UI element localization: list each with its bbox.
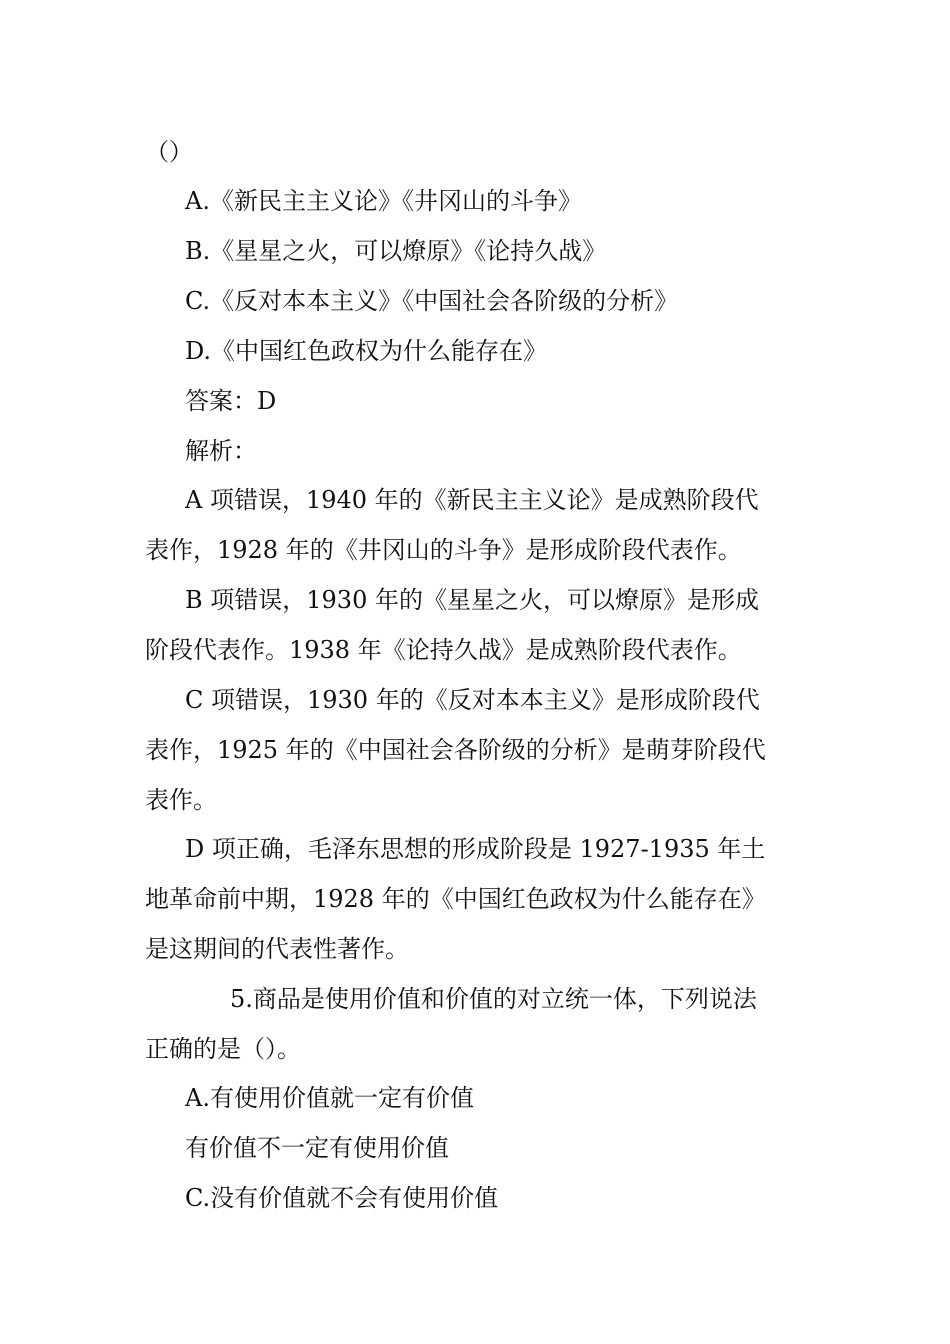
q5-option-a: A.有使用价值就一定有价值 (185, 1084, 474, 1112)
q5-stem-line-1: 5.商品是使用价值和价值的对立统一体，下列说法 (230, 985, 757, 1013)
q5-option-b: 有价值不一定有使用价值 (185, 1134, 449, 1162)
q4-option-c: C.《反对本本主义》《中国社会各阶级的分析》 (185, 287, 679, 315)
analysis-a-line-1: A 项错误，1940 年的《新民主主义论》是成熟阶段代 (185, 486, 759, 514)
analysis-d-line-1: D 项正确，毛泽东思想的形成阶段是 1927-1935 年土 (185, 835, 766, 863)
analysis-c-line-3: 表作。 (145, 786, 217, 814)
analysis-c-line-1: C 项错误，1930 年的《反对本本主义》是形成阶段代 (185, 686, 760, 714)
analysis-a-line-2: 表作，1928 年的《井冈山的斗争》是形成阶段代表作。 (145, 536, 742, 564)
q5-option-c: C.没有价值就不会有使用价值 (185, 1184, 499, 1212)
analysis-d-line-3: 是这期间的代表性著作。 (145, 935, 409, 963)
q4-answer: 答案：D (185, 387, 277, 415)
q4-option-a: A.《新民主主义论》《井冈山的斗争》 (185, 187, 582, 215)
analysis-d-line-2: 地革命前中期，1928 年的《中国红色政权为什么能存在》 (145, 885, 766, 913)
q4-stem-tail: （） (145, 138, 193, 166)
q4-option-b: B.《星星之火，可以燎原》《论持久战》 (185, 237, 607, 265)
analysis-b-line-1: B 项错误，1930 年的《星星之火，可以燎原》是形成 (185, 586, 759, 614)
q4-option-d: D.《中国红色政权为什么能存在》 (185, 337, 548, 365)
analysis-c-line-2: 表作，1925 年的《中国社会各阶级的分析》是萌芽阶段代 (145, 736, 766, 764)
q4-analysis-label: 解析： (185, 437, 257, 465)
q5-stem-line-2: 正确的是（）。 (145, 1035, 301, 1063)
analysis-b-line-2: 阶段代表作。1938 年《论持久战》是成熟阶段代表作。 (145, 636, 742, 664)
